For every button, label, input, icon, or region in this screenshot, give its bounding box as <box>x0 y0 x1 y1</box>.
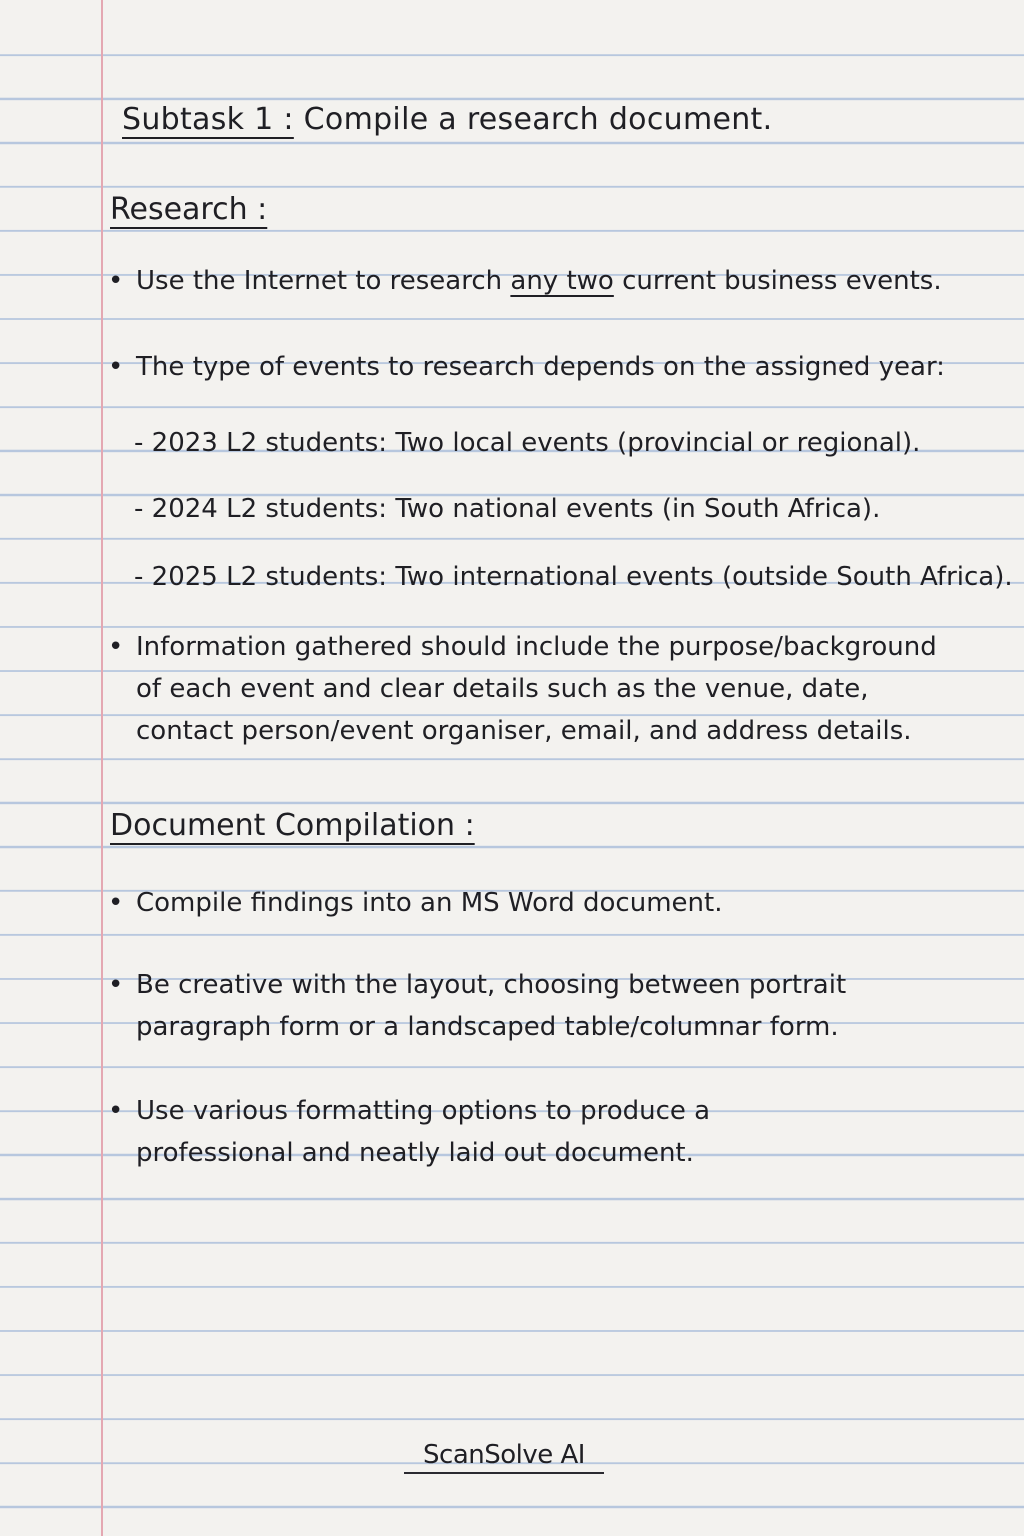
research-bullet-1-emphasis: any two <box>510 266 614 296</box>
compilation-bullet-1-text: Compile findings into an MS Word document. <box>136 888 723 918</box>
bullet-dot: • <box>108 352 124 382</box>
bullet-dot: • <box>108 970 124 1000</box>
research-bullet-2-text: The type of events to research depends on the assigned year: <box>136 352 945 382</box>
footer-credit: ScanSolve AI <box>404 1440 604 1474</box>
research-bullet-1-after: current business events. <box>613 266 942 296</box>
bullet-dot: • <box>108 888 124 918</box>
title-text: Compile a research document. <box>293 102 773 137</box>
research-bullet-3 <box>108 626 948 752</box>
page-title <box>122 102 772 137</box>
research-bullet-1-before: Use the Internet to research <box>136 266 511 296</box>
compilation-heading: Document Compilation : <box>110 808 475 843</box>
year-item-2024: - 2024 L2 students: Two national events (in South Africa). <box>134 494 881 524</box>
compilation-bullet-3-text: Use various formatting options to produce a professional and neatly laid out document. <box>136 1096 711 1168</box>
year-item-2023: - 2023 L2 students: Two local events (provincial or regional). <box>134 428 921 458</box>
research-bullet-1-text <box>136 260 988 302</box>
bullet-dot: • <box>108 632 124 662</box>
bullet-dot: • <box>108 266 124 296</box>
bullet-dot: • <box>108 1096 124 1126</box>
compilation-bullet-3 <box>108 1090 868 1174</box>
research-bullet-1 <box>108 260 988 302</box>
year-item-2025: - 2025 L2 students: Two international events (outside South Africa). <box>134 562 1013 592</box>
compilation-bullet-1 <box>108 882 988 924</box>
research-heading: Research : <box>110 192 268 227</box>
research-bullet-3-text: Information gathered should include the purpose/background of each event and clear details such as the venue, date, contact person/event organiser, email, and address details. <box>136 632 937 746</box>
compilation-bullet-2-text: Be creative with the layout, choosing between portrait paragraph form or a landscaped table/columnar form. <box>136 970 847 1042</box>
research-bullet-2 <box>108 346 988 388</box>
title-subtask-label: Subtask 1 : <box>122 102 294 137</box>
compilation-bullet-2 <box>108 964 958 1048</box>
